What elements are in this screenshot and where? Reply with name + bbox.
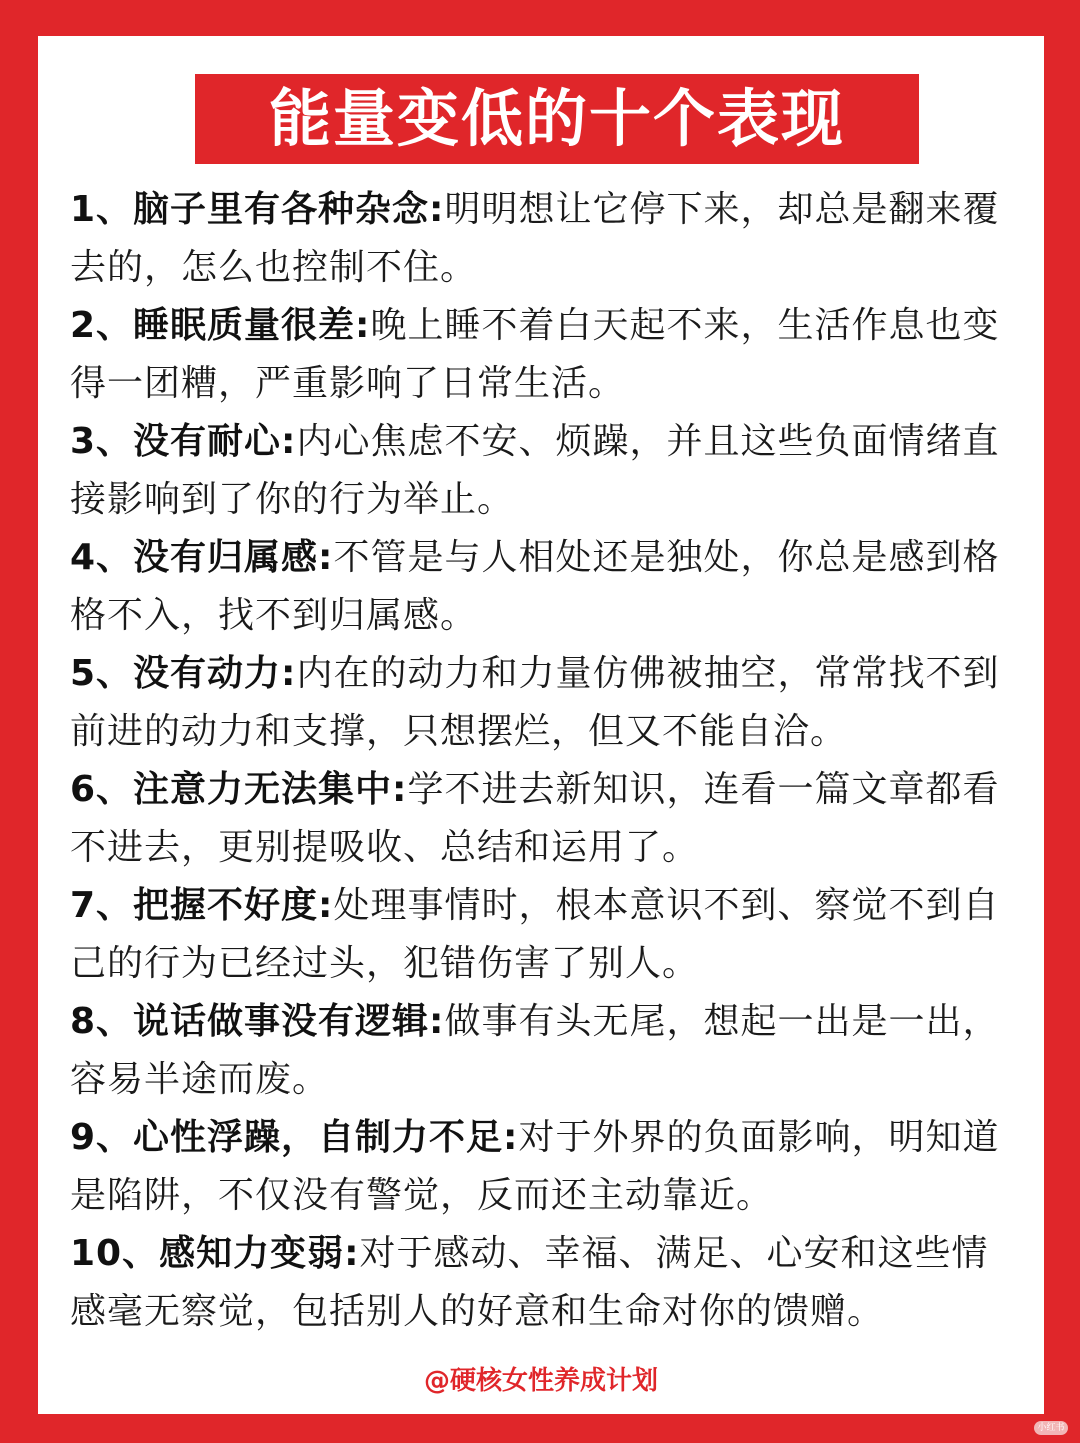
item-list [70, 181, 1014, 1341]
item-body: 内心焦虑不安、烦躁，并且这些负面情绪直接影响到了你的行为举止。 [70, 421, 1000, 520]
list-item [70, 993, 1014, 1109]
list-item [70, 297, 1014, 413]
item-heading: 1、脑子里有各种杂念: [70, 189, 445, 230]
author-handle: @硬核女性养成计划 [423, 1366, 658, 1396]
item-heading: 8、说话做事没有逻辑: [70, 1001, 445, 1042]
item-body: 学不进去新知识，连看一篇文章都看不进去，更别提吸收、总结和运用了。 [70, 769, 1000, 868]
item-body: 内在的动力和力量仿佛被抽空，常常找不到前进的动力和支撑，只想摆烂，但又不能自洽。 [70, 653, 1000, 752]
list-item [70, 529, 1014, 645]
list-item [70, 181, 1014, 297]
list-item [70, 877, 1014, 993]
item-heading: 9、心性浮躁，自制力不足: [70, 1117, 519, 1158]
item-heading: 4、没有归属感: [70, 537, 334, 578]
item-heading: 10、感知力变弱: [70, 1233, 360, 1274]
item-heading: 3、没有耐心: [70, 421, 297, 462]
list-item [70, 1225, 1014, 1341]
item-body: 晚上睡不着白天起不来，生活作息也变得一团糟，严重影响了日常生活。 [70, 305, 1000, 404]
item-body: 处理事情时，根本意识不到、察觉不到自己的行为已经过头，犯错伤害了别人。 [70, 885, 1000, 984]
item-body: 不管是与人相处还是独处，你总是感到格格不入，找不到归属感。 [70, 537, 1000, 636]
page-title: 能量变低的十个表现 [268, 82, 845, 155]
item-heading: 7、把握不好度: [70, 885, 334, 926]
watermark-badge: 小红书 [1034, 1421, 1068, 1435]
list-item [70, 413, 1014, 529]
item-heading: 2、睡眠质量很差: [70, 305, 371, 346]
item-body: 对于外界的负面影响，明知道是陷阱，不仅没有警觉，反而还主动靠近。 [70, 1117, 1000, 1216]
item-heading: 6、注意力无法集中: [70, 769, 408, 810]
title-banner [195, 74, 919, 164]
item-body: 明明想让它停下来，却总是翻来覆去的，怎么也控制不住。 [70, 189, 1000, 288]
list-item [70, 1109, 1014, 1225]
list-item [70, 761, 1014, 877]
item-body: 对于感动、幸福、满足、心安和这些情感毫无察觉，包括别人的好意和生命对你的馈赠。 [70, 1233, 989, 1332]
item-heading: 5、没有动力: [70, 653, 297, 694]
item-body: 做事有头无尾，想起一出是一出，容易半途而废。 [70, 1001, 1000, 1100]
list-item [70, 645, 1014, 761]
content-card [38, 36, 1044, 1414]
